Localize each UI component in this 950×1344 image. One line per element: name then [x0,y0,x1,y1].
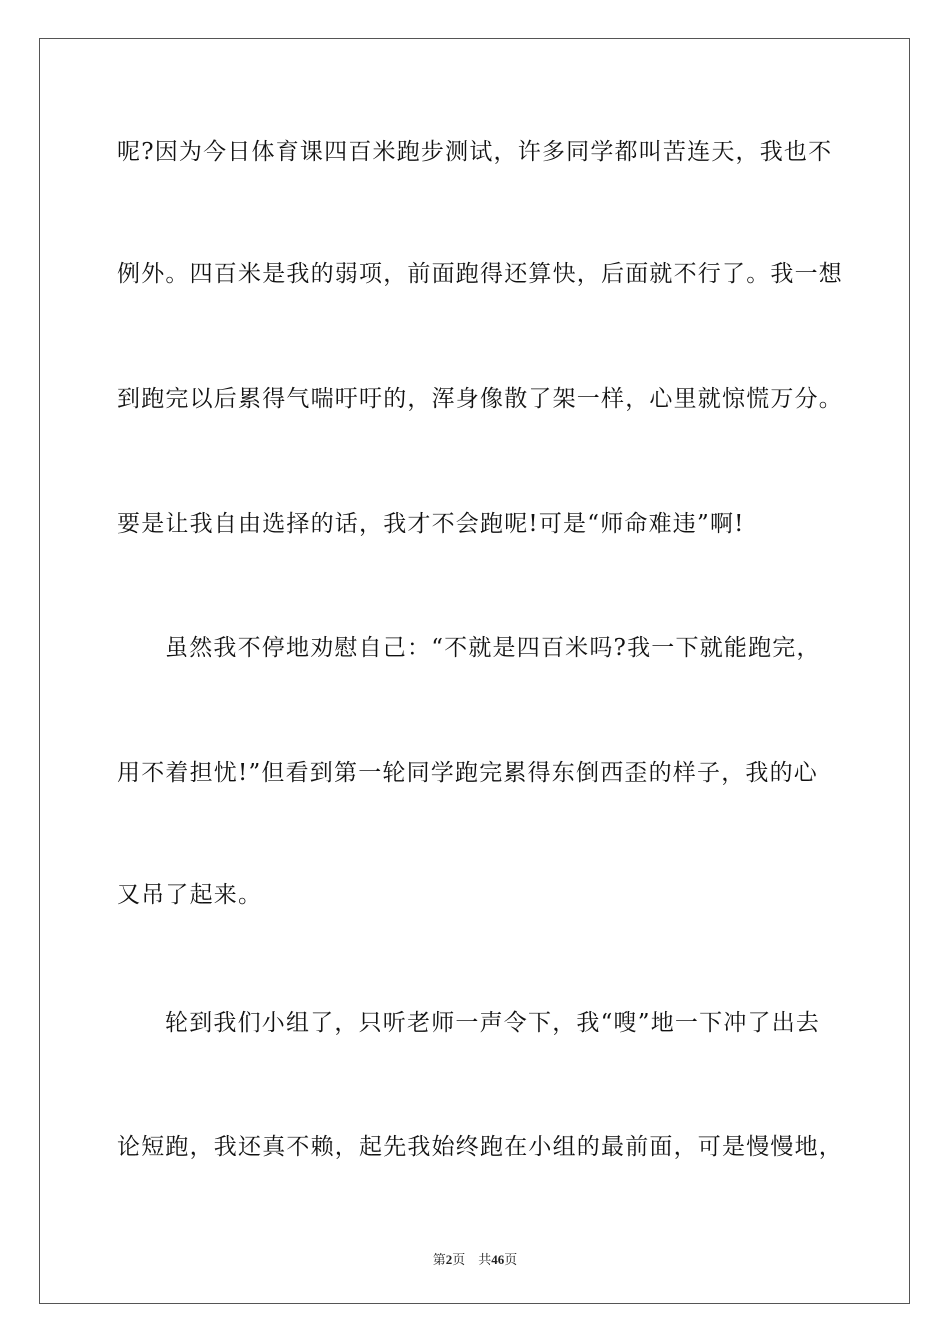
text-line-8: 轮到我们小组了，只听老师一声令下，我“嗖”地一下冲了出去 [165,1010,821,1036]
footer-total-pages: 46 [491,1252,505,1267]
text-line-3: 到跑完以后累得气喘吁吁的，浑身像散了架一样，心里就惊慌万分。 [117,386,843,412]
footer-page-number: 2 [445,1252,453,1267]
text-line-4: 要是让我自由选择的话，我才不会跑呢!可是“师命难违”啊! [117,511,745,537]
page-footer [0,1249,950,1268]
text-line-1: 呢?因为今日体育课四百米跑步测试，许多同学都叫苦连天，我也不 [117,139,833,165]
text-line-9: 论短跑，我还真不赖，起先我始终跑在小组的最前面，可是慢慢地， [117,1134,843,1160]
text-line-6: 用不着担忧!”但看到第一轮同学跑完累得东倒西歪的样子，我的心 [117,760,819,786]
page-border [39,38,910,1304]
footer-total-prefix: 共 [478,1252,492,1267]
text-line-5: 虽然我不停地劝慰自己：“不就是四百米吗?我一下就能跑完， [165,635,821,661]
text-line-2: 例外。四百米是我的弱项，前面跑得还算快，后面就不行了。我一想 [117,261,843,287]
footer-page-suffix: 页 [452,1252,466,1267]
footer-page-prefix: 第 [432,1252,446,1267]
text-line-7: 又吊了起来。 [117,882,263,908]
footer-total-suffix: 页 [504,1252,518,1267]
